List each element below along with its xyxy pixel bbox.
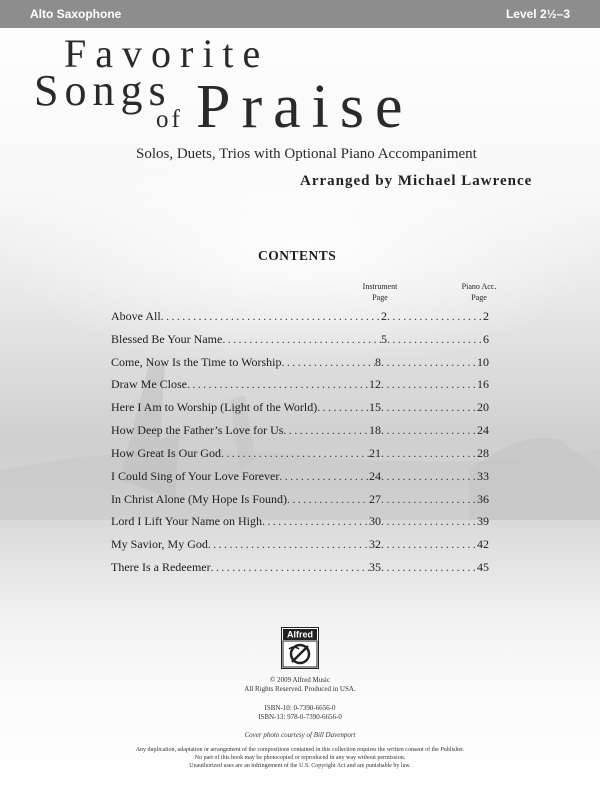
song-title: How Deep the Father’s Love for Us	[111, 423, 284, 438]
dot-leader	[161, 309, 381, 324]
song-title: In Christ Alone (My Hope Is Found)	[111, 491, 287, 506]
dot-leader	[187, 377, 369, 392]
instrument-label: Alto Saxophone	[30, 7, 122, 21]
song-title: Lord I Lift Your Name on High	[111, 514, 262, 529]
piano-page: 10	[477, 354, 489, 369]
dot-leader	[381, 423, 477, 438]
instrument-page: 35	[369, 559, 381, 574]
isbn-block	[0, 704, 600, 722]
piano-page: 45	[477, 559, 489, 574]
song-title: My Savior, My God	[111, 537, 208, 552]
isbn10: ISBN-10: 0-7390-6656-0	[264, 704, 336, 712]
contents-row	[111, 377, 489, 400]
dot-leader	[381, 377, 477, 392]
subtitle: Solos, Duets, Trios with Optional Piano Accompaniment	[136, 146, 477, 162]
piano-page: 39	[477, 514, 489, 529]
piano-page: 33	[477, 468, 489, 483]
contents-row	[111, 537, 489, 560]
song-title: There Is a Redeemer	[111, 559, 211, 574]
song-title: Above All	[111, 309, 161, 323]
alfred-logo	[281, 627, 319, 669]
song-title: Blessed Be Your Name	[111, 331, 223, 346]
piano-page: 42	[477, 537, 489, 552]
contents-row	[111, 560, 489, 583]
dot-leader	[381, 560, 477, 575]
dot-leader	[381, 446, 477, 461]
piano-page: 28	[477, 445, 489, 460]
contents-list	[111, 309, 489, 583]
contents-row	[111, 469, 489, 492]
column-header-piano	[449, 281, 509, 303]
piano-page: 16	[477, 377, 489, 392]
photo-credit: Cover photo courtesy of Bill Davenport	[244, 731, 356, 739]
contents-row	[111, 446, 489, 469]
contents-row	[111, 514, 489, 537]
instrument-page: 27	[369, 491, 381, 506]
song-title: Draw Me Close	[111, 377, 187, 392]
piano-page: 24	[477, 423, 489, 438]
contents-row	[111, 400, 489, 423]
instrument-page: 15	[369, 400, 381, 415]
header-bar	[0, 0, 600, 28]
song-title: Come, Now Is the Time to Worship	[111, 354, 282, 369]
dot-leader	[387, 309, 483, 324]
instrument-page: 24	[369, 468, 381, 483]
dot-leader	[287, 492, 369, 507]
dot-leader	[381, 492, 477, 507]
legal-line-1: Any duplication, adaptation or arrangement of the compositions contained in this collection requires the written consent of the Publisher.	[135, 747, 465, 753]
legal-line-3: Unauthorized uses are an infringement of the U.S. Copyright Act and are punishable by law.	[189, 763, 411, 769]
column-header-instrument	[350, 281, 410, 303]
instrument-page: 30	[369, 514, 381, 529]
song-title: How Great Is Our God	[111, 445, 221, 460]
dot-leader	[262, 514, 369, 529]
arranger-credit: Arranged by Michael Lawrence	[300, 173, 533, 189]
dot-leader	[381, 355, 477, 370]
contents-row	[111, 355, 489, 378]
isbn13: ISBN-13: 978-0-7390-6656-0	[258, 713, 342, 721]
title-praise: Praise	[196, 73, 414, 141]
song-title: Here I Am to Worship (Light of the World)	[111, 400, 318, 415]
piano-page: 2	[483, 309, 489, 323]
dot-leader	[221, 446, 369, 461]
legal-notice	[0, 746, 600, 770]
instrument-page: 32	[369, 537, 381, 552]
column-header-piano-line2: Page	[471, 293, 487, 302]
copyright-line: © 2009 Alfred Music	[270, 676, 330, 684]
column-header-instrument-line1: Instrument	[362, 282, 398, 291]
dot-leader	[381, 514, 477, 529]
piano-page: 20	[477, 400, 489, 415]
title-songs: Songs	[34, 66, 172, 115]
contents-row	[111, 423, 489, 446]
rights-line: All Rights Reserved. Produced in USA.	[244, 685, 356, 693]
instrument-page: 5	[381, 331, 387, 346]
dot-leader	[381, 469, 477, 484]
dot-leader	[283, 423, 369, 438]
dot-leader	[381, 537, 477, 552]
dot-leader	[279, 469, 369, 484]
instrument-page: 21	[369, 445, 381, 460]
dot-leader	[381, 400, 477, 415]
contents-row	[111, 492, 489, 515]
legal-line-2: No part of this book may be photocopied or reproduced in any way without permission.	[194, 755, 406, 761]
song-title: I Could Sing of Your Love Forever	[111, 468, 280, 483]
piano-page: 6	[483, 331, 489, 346]
title-of: of	[156, 106, 183, 133]
piano-page: 36	[477, 491, 489, 506]
contents-heading: CONTENTS	[258, 248, 337, 263]
instrument-page: 12	[369, 377, 381, 392]
instrument-page: 18	[369, 423, 381, 438]
title-favorite: Favorite	[64, 31, 270, 76]
contents-row	[111, 332, 489, 355]
dot-leader	[208, 537, 369, 552]
column-header-piano-line1: Piano Acc.	[461, 282, 497, 291]
dot-leader	[387, 332, 483, 347]
logo-brand-text: Alfred	[286, 629, 314, 640]
dot-leader	[282, 355, 376, 370]
column-header-instrument-line2: Page	[372, 293, 388, 302]
instrument-page: 8	[375, 354, 381, 369]
dot-leader	[222, 332, 381, 347]
contents-row	[111, 309, 489, 332]
instrument-page: 2	[381, 309, 387, 323]
dot-leader	[211, 560, 369, 575]
level-label: Level 2½–3	[505, 7, 570, 21]
dot-leader	[317, 400, 369, 415]
copyright-block	[0, 676, 600, 694]
